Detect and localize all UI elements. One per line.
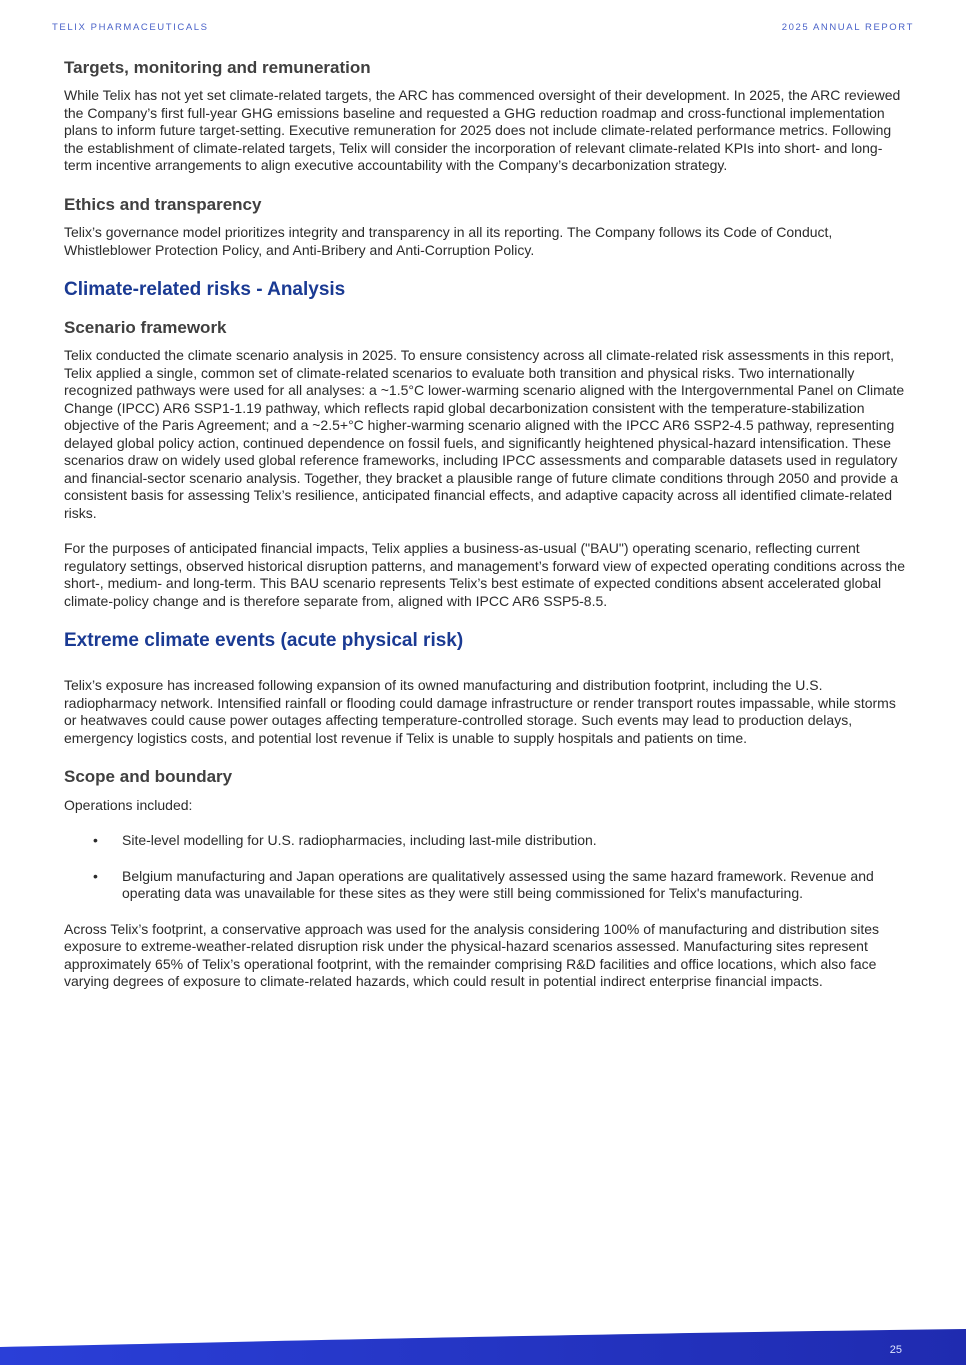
section-heading-scenario: Scenario framework <box>64 318 227 338</box>
paragraph-scope-intro: Operations included: <box>64 796 193 813</box>
header-company-name: TELIX PHARMACEUTICALS <box>52 22 209 33</box>
section-heading-climate-risks: Climate-related risks - Analysis <box>64 279 346 301</box>
paragraph-extreme-events: Telix’s exposure has increased following expansion of its owned manufacturing and distribution footprint, including the U.S. radiopharmacy network. Intensified rainfall or flooding could damage infrastructure or render transport routes impassable, while storms or heatwaves could cause power outages affecting temperature-controlled storage. Such events may lead to production delays, emergency logistics costs, and potential lost revenue if Telix is unable to supply hospitals and patients on time. <box>64 677 896 746</box>
bullet-glyph: • <box>93 832 98 849</box>
page-number: 25 <box>889 1344 902 1356</box>
list-item <box>64 832 906 850</box>
paragraph-scenario-1: Telix conducted the climate scenario analysis in 2025. To ensure consistency across all climate-related risk assessments in this report, Telix applied a single, common set of climate-related scenarios to evaluate both transition and physical risks. Two internationally recognized pathways were used for all analyses: a ~1.5°C lower-warming scenario aligned with the Intergovernmental Panel on Climate Change (IPCC) AR6 SSP1-1.19 pathway, which reflects rapid global decarbonization consistent with the temperature-stabilization objective of the Paris Agreement; and a ~2.5+°C higher-warming scenario aligned with the IPCC AR6 SSP2-4.5 pathway, representing delayed global policy action, continued dependence on fossil fuels, and significantly heightened physical-hazard intensification. These scenarios draw on widely used global reference frameworks, including IPCC assessments and comparable datasets used in regulatory and financial-sector scenario analysis. Together, they bracket a plausible range of future climate conditions through 2050 and provide a consistent basis for assessing Telix’s resilience, anticipated financial effects, and adaptive capacity across all identified climate-related risks. <box>64 347 905 521</box>
section-heading-targets: Targets, monitoring and remuneration <box>64 58 371 77</box>
list-item-text: Belgium manufacturing and Japan operations are qualitatively assessed using the same hazard framework. Revenue and operating data was unavailable for these sites as they were still being commissioned for Telix's manufacturing. <box>122 867 874 902</box>
section-heading-extreme-events: Extreme climate events (acute physical risk) <box>64 630 464 652</box>
paragraph-targets: While Telix has not yet set climate-related targets, the ARC has commenced oversight of their development. In 2025, the ARC reviewed the Company’s first full-year GHG emissions baseline and requested a GHG reduction roadmap and cross-functional implementation plans to inform future target-setting. Executive remuneration for 2025 does not include climate-related performance metrics. Following the establishment of climate-related targets, Telix will consider the incorporation of relevant climate-related KPIs into short- and long-term incentive arrangements to align executive accountability with the Company’s decarbonization strategy. <box>64 87 901 174</box>
paragraph-ethics: Telix’s governance model prioritizes integrity and transparency in all its reporting. The Company follows its Code of Conduct, Whistleblower Protection Policy, and Anti-Bribery and Anti-Corruption Policy. <box>64 224 833 258</box>
section-heading-scope: Scope and boundary <box>64 767 233 787</box>
scope-bullet-list <box>64 832 906 903</box>
list-item <box>64 868 906 903</box>
list-item-text: Site-level modelling for U.S. radiopharmacies, including last-mile distribution. <box>122 832 597 849</box>
main-content <box>64 58 906 991</box>
paragraph-scope-body: Across Telix’s footprint, a conservative approach was used for the analysis considering 100% of manufacturing and distribution sites exposure to extreme-weather-related disruption risk under the physical-hazard scenarios assessed. Manufacturing sites represent approximately 65% of Telix’s operational footprint, with the remainder comprising R&D facilities and office locations, which also face varying degrees of exposure to climate-related hazards, which could result in potential indirect enterprise financial impacts. <box>64 920 880 990</box>
section-heading-ethics: Ethics and transparency <box>64 194 262 214</box>
header-report-title: 2025 ANNUAL REPORT <box>781 22 914 33</box>
paragraph-scenario-2: For the purposes of anticipated financial impacts, Telix applies a business-as-usual ("BAU") operating scenario, reflecting current regulatory settings, observed historical disruption patterns, and management’s forward view of expected operating conditions across the short-, medium- and long-term. This BAU scenario represents Telix’s best estimate of expected conditions absent accelerated global climate-policy change and is therefore separate from, aligned with IPCC AR6 SSP5-8.5. <box>64 540 905 609</box>
bullet-glyph: • <box>93 867 98 884</box>
footer-wave-band <box>0 1325 966 1365</box>
